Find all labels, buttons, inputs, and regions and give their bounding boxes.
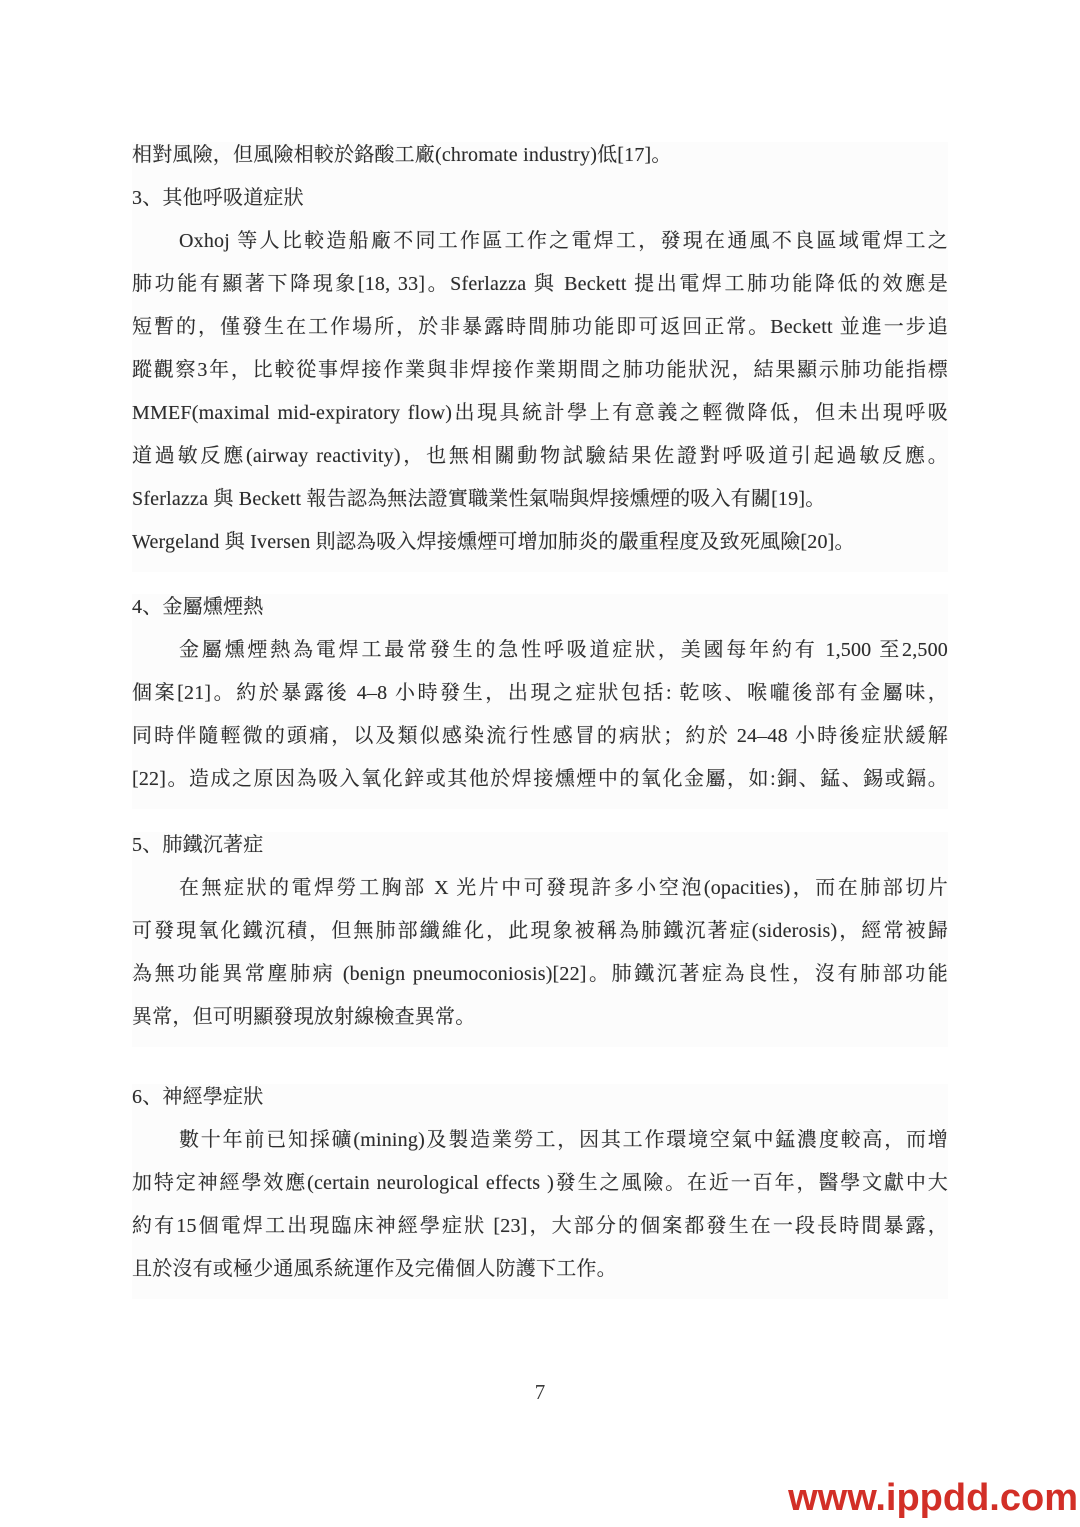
section-heading: 3、其他呼吸道症狀	[132, 185, 948, 228]
text-line: 約有15個電焊工出現臨床神經學症狀 [23]，大部分的個案都發生在一段長時間暴露，	[132, 1213, 948, 1256]
text-line: 在無症狀的電焊勞工胸部 X 光片中可發現許多小空泡(opacities)，而在肺部切片	[132, 875, 948, 918]
text-line: 異常，但可明顯發現放射線檢查異常。	[132, 1004, 948, 1047]
text-line: Oxhoj 等人比較造船廠不同工作區工作之電焊工，發現在通風不良區域電焊工之	[132, 228, 948, 271]
page-number: 7	[534, 1380, 546, 1404]
text-line: 且於沒有或極少通風系統運作及完備個人防護下工作。	[132, 1256, 948, 1299]
text-line: 為無功能異常塵肺病 (benign pneumoconiosis)[22]。肺鐵沉著症為良性，沒有肺部功能	[132, 961, 948, 1004]
text-line: 道過敏反應(airway reactivity)，也無相關動物試驗結果佐證對呼吸道引起過敏反應。	[132, 443, 948, 486]
text-line: 同時伴隨輕微的頭痛，以及類似感染流行性感冒的病狀；約於 24–48 小時後症狀緩解	[132, 723, 948, 766]
text-line: 金屬燻煙熱為電焊工最常發生的急性呼吸道症狀，美國每年約有 1,500 至2,500	[132, 637, 948, 680]
text-line: 相對風險，但風險相較於鉻酸工廠(chromate industry)低[17]。	[132, 142, 948, 185]
text-line: 肺功能有顯著下降現象[18, 33]。Sferlazza 與 Beckett 提出電焊工肺功能降低的效應是	[132, 271, 948, 314]
text-line: 個案[21]。約於暴露後 4–8 小時發生，出現之症狀包括: 乾咳、喉嚨後部有金屬味，	[132, 680, 948, 723]
text-line: 蹤觀察3年，比較從事焊接作業與非焊接作業期間之肺功能狀況，結果顯示肺功能指標	[132, 357, 948, 400]
text-line: Wergeland 與 Iversen 則認為吸入焊接燻煙可增加肺炎的嚴重程度及致死風險[20]。	[132, 529, 948, 572]
text-line: 可發現氧化鐵沉積，但無肺部纖維化，此現象被稱為肺鐵沉著症(siderosis)，經常被歸	[132, 918, 948, 961]
text-line: [22]。造成之原因為吸入氧化鋅或其他於焊接燻煙中的氧化金屬，如:銅、錳、錫或鎘。	[132, 766, 948, 809]
text-line: 數十年前已知採礦(mining)及製造業勞工，因其工作環境空氣中錳濃度較高，而增	[132, 1127, 948, 1170]
text-line: 短暫的，僅發生在工作場所，於非暴露時間肺功能即可返回正常。Beckett 並進一步追	[132, 314, 948, 357]
text-line: Sferlazza 與 Beckett 報告認為無法證實職業性氣喘與焊接燻煙的吸入有關[19]。	[132, 486, 948, 529]
section-heading: 5、肺鐵沉著症	[132, 832, 948, 875]
text-line: 加特定神經學效應(certain neurological effects )發生之風險。在近一百年，醫學文獻中大	[132, 1170, 948, 1213]
watermark-text: www.ippdd.com	[788, 1477, 1078, 1519]
section-heading: 6、神經學症狀	[132, 1084, 948, 1127]
text-line: MMEF(maximal mid-expiratory flow)出現具統計學上有意義之輕微降低，但未出現呼吸	[132, 400, 948, 443]
section-heading: 4、金屬燻煙熱	[132, 594, 948, 637]
